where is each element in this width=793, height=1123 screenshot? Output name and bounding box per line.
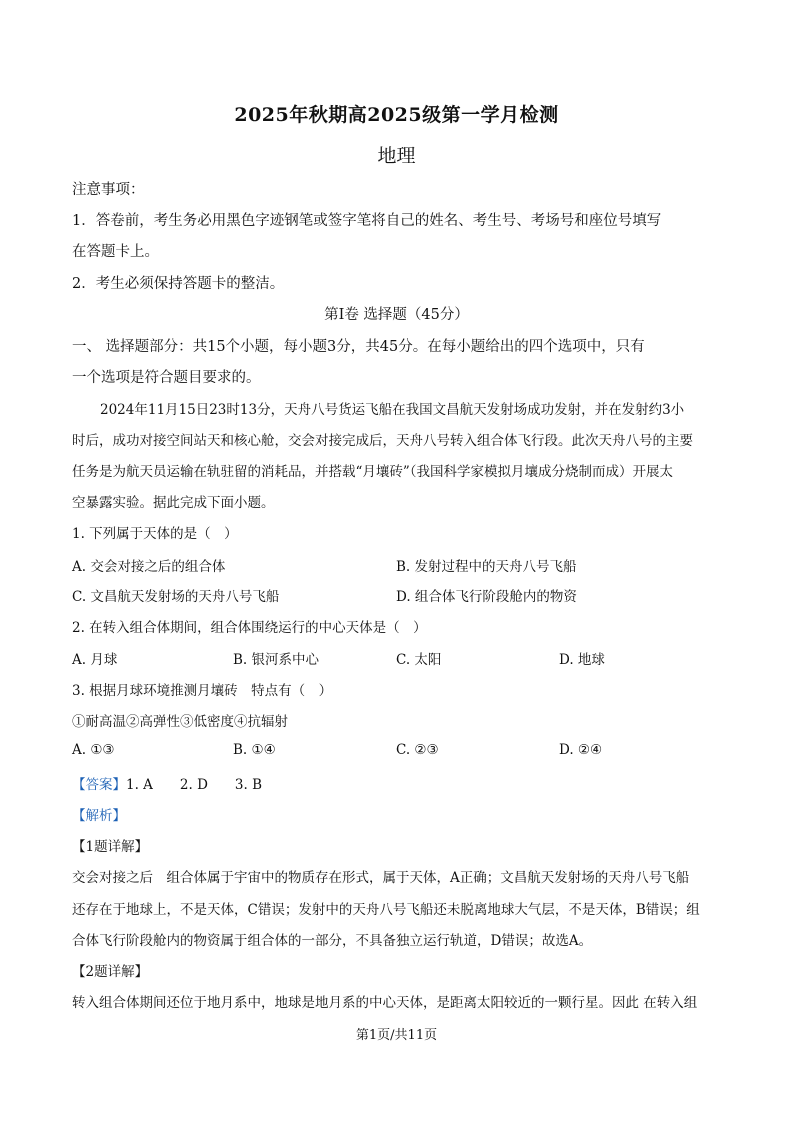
question-3-option-a: A. ①③ (72, 742, 115, 758)
passage-line-1: 2024年11月15日23时13分，天舟八号货运飞船在我国文昌航天发射场成功发射，并在发射约3小 (100, 402, 685, 418)
section-intro-line-2: 一个选项是符合题目要求的。 (72, 370, 261, 386)
question-1-stem: 1. 下列属于天体的是（ ） (72, 526, 238, 542)
notice-item-1-line-2: 在答题卡上。 (72, 244, 159, 260)
analysis-tag: 【解析】 (72, 808, 126, 824)
notice-item-1-line-1: 1．答卷前，考生务必用黑色字迹钢笔或签字笔将自己的姓名、考生号、考场号和座位号填写 (72, 213, 662, 229)
question-3-option-c: C. ②③ (396, 742, 439, 758)
answer-line (72, 773, 722, 793)
analysis-q1-line-3: 合体飞行阶段舱内的物资属于组合体的一部分，不具备独立运行轨道，D错误；故选A。 (72, 933, 593, 949)
exam-title: 2025年秋期高2025级第一学月检测 (234, 104, 559, 126)
notice-item-2: 2．考生必须保持答题卡的整洁。 (72, 276, 285, 292)
page-number: 第1页/共11页 (355, 1028, 438, 1043)
passage-line-3: 任务是为航天员运输在轨驻留的消耗品，并搭载“月壤砖”（我国科学家模拟月壤成分烧制而成）开展太 (72, 464, 674, 480)
question-2-option-d: D. 地球 (559, 652, 605, 668)
question-2-option-b: B. 银河系中心 (233, 652, 320, 668)
question-2-option-c: C. 太阳 (396, 652, 442, 668)
analysis-q2-tag: 【2题详解】 (72, 964, 149, 980)
question-3-statements: ①耐高温②高弹性③低密度④抗辐射 (72, 714, 288, 730)
analysis-q1-line-2: 还存在于地球上，不是天体，C错误；发射中的天舟八号飞船还未脱离地球大气层，不是天体，B错误；组 (72, 902, 700, 918)
passage-line-2: 时后，成功对接空间站天和核心舱，交会对接完成后，天舟八号转入组合体飞行段。此次天舟八号的主要 (72, 433, 693, 449)
question-3-option-d: D. ②④ (559, 742, 603, 758)
question-1-option-a: A. 交会对接之后的组合体 (72, 559, 226, 575)
section-intro-line-1: 一、 选择题部分：共15个小题，每小题3分，共45分。在每小题给出的四个选项中，只有 (72, 339, 645, 355)
question-3-stem: 3. 根据月球环境推测月壤砖 特点有（ ） (72, 683, 333, 699)
analysis-q1-tag: 【1题详解】 (72, 839, 149, 855)
analysis-q2-line-1: 转入组合体期间还位于地月系中，地球是地月系的中心天体，是距离太阳较近的一颗行星。因此 在转入组 (72, 995, 698, 1011)
question-1-option-c: C. 文昌航天发射场的天舟八号飞船 (72, 589, 280, 605)
answer-text: 1. A 2. D 3. B (126, 777, 263, 793)
question-3-option-b: B. ①④ (233, 742, 276, 758)
question-2-option-a: A. 月球 (72, 652, 118, 668)
notice-heading: 注意事项： (72, 182, 145, 198)
question-1-option-b: B. 发射过程中的天舟八号飞船 (396, 559, 577, 575)
answer-tag: 【答案】 (72, 777, 126, 793)
passage-line-4: 空暴露实验。据此完成下面小题。 (72, 495, 275, 511)
analysis-q1-line-1: 交会对接之后 组合体属于宇宙中的物质存在形式，属于天体，A正确；文昌航天发射场的天舟八号飞船 (72, 870, 690, 886)
section-title: 第Ⅰ卷 选择题（45分） (324, 307, 469, 323)
question-2-stem: 2. 在转入组合体期间，组合体围绕运行的中心天体是（ ） (72, 620, 427, 636)
subject-title: 地理 (377, 145, 416, 167)
question-1-option-d: D. 组合体飞行阶段舱内的物资 (396, 589, 577, 605)
